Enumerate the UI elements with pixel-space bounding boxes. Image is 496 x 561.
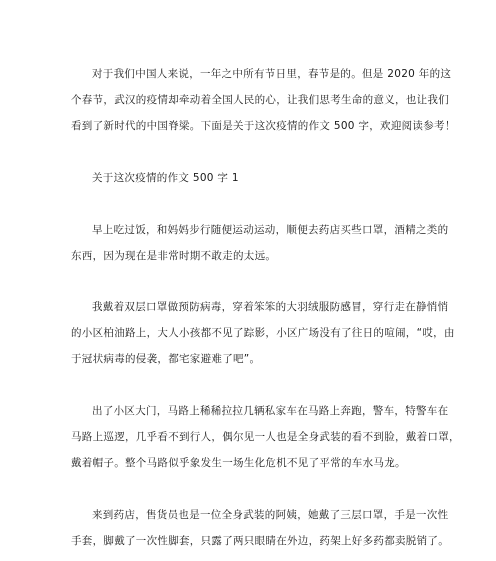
paragraph-5-line-3: 戴着帽子。整个马路似乎象发生一场生化危机不见了平常的车水马龙。 bbox=[71, 457, 406, 469]
paragraph-4-line-3: 于冠状病毒的侵袭，都宅家避难了吧”。 bbox=[71, 353, 261, 365]
paragraph-5-line-1: 出了小区大门，马路上稀稀拉拉几辆私家车在马路上奔跑，警车，特警车在 bbox=[92, 405, 449, 417]
paragraph-3-line-2: 东西，因为现在是非常时期不敢走的太远。 bbox=[71, 250, 277, 262]
paragraph-1-line-3: 看到了新时代的中国脊梁。下面是关于这次疫情的作文 500 字，欢迎阅读参考！ bbox=[71, 120, 456, 132]
paragraph-4-line-1: 我戴着双层口罩做预防病毒，穿着笨笨的大羽绒服防感冒，穿行走在静悄悄 bbox=[92, 301, 449, 313]
paragraph-3-line-1: 早上吃过饭，和妈妈步行随便运动运动，顺便去药店买些口罩，酒精之类的 bbox=[92, 224, 449, 236]
paragraph-1-line-1: 对于我们中国人来说，一年之中所有节日里，春节是的。但是 2020 年的这 bbox=[92, 68, 452, 80]
paragraph-6-line-1: 来到药店，售货员也是一位全身武装的阿姨，她戴了三层口罩，手是一次性 bbox=[92, 509, 449, 521]
essay-heading: 关于这次疫情的作文 500 字 1 bbox=[92, 172, 239, 184]
paragraph-6-line-2: 手套，脚戴了一次性脚套，只露了两只眼睛在外边，药架上好多药都卖脱销了。 bbox=[71, 535, 449, 547]
paragraph-4-line-2: 的小区柏油路上，大人小孩都不见了踪影，小区广场没有了往日的喧闹，“哎，由 bbox=[71, 327, 455, 339]
paragraph-1-line-2: 个春节，武汉的疫情却牵动着全国人民的心，让我们思考生命的意义，也让我们 bbox=[71, 94, 449, 106]
paragraph-5-line-2: 马路上巡逻，几乎看不到行人，偶尔见一人也是全身武装的看不到脸，戴着口罩， bbox=[71, 431, 460, 443]
